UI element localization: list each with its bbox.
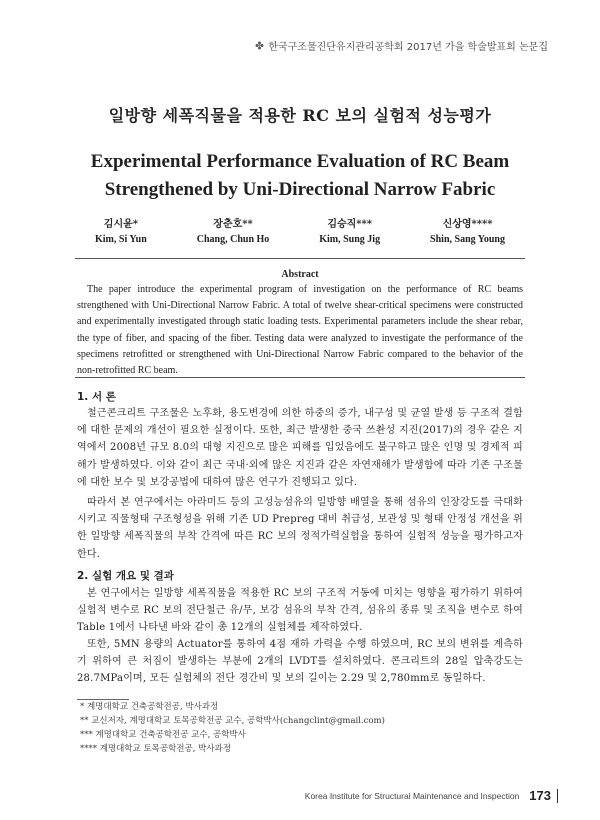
footnote-2: ** 교신저자, 계명대학교 토목공학전공 교수, 공학박사(changclint@gmail.com): [80, 716, 385, 726]
author-1: [95, 217, 147, 247]
page-footer: [305, 789, 558, 803]
section-2-heading: 2. 실험 개요 및 결과: [77, 570, 174, 582]
english-title-line-1: Experimental Performance Evaluation of RC Beam: [90, 151, 510, 172]
footnote-4: **** 계명대학교 토목공학전공, 박사과정: [80, 744, 231, 754]
section-1-paragraph-1: 철근콘크리트 구조물은 노후화, 용도변경에 의한 하중의 증가, 내구성 및 균열 발생 등 구조적 결함에 대한 문제의 개선이 필요한 실정이다. 또한, 최근 발생한 중국 쓰촨성 지진(2017)의 경우 같은 지역에서 2008년 규모 8.0의 대형 지진으로 많은 피해를 입었음에도 불구하고 많은 인명 및 경제적 피해가 발생하였다. 이와 같이 최근 국내·외에 많은 지진과 같은 자연재해가 발생함에 따라 기존 구조물에 대한 보수 및 보강공법에 대하여 많은 연구가 진행되고 있다.: [77, 408, 523, 488]
author-4: [430, 217, 505, 247]
author-list: [95, 217, 505, 247]
section-1-heading: 1. 서 론: [77, 391, 116, 403]
abstract-top-rule: [75, 258, 525, 259]
abstract-bottom-rule: [75, 377, 525, 378]
english-title: [0, 148, 600, 204]
abstract-heading: Abstract: [281, 269, 319, 280]
section-2-paragraph-1: 본 연구에서는 일방향 세폭직물을 적용한 RC 보의 구조적 거동에 미치는 영향을 평가하기 위하여 실험적 변수로 RC 보의 전단철근 유/무, 보강 섬유의 부착 간격, 섬유의 종류 및 조직을 변수로 하여 Table 1에서 나타낸 바와 같이 총 12개의 실험체를 제작하였다.: [77, 588, 523, 634]
abstract-text: The paper introduce the experimental program of investigation on the performance of RC beams strengthened with Uni-Directional Narrow Fabric. A total of twelve shear-critical specimens were constructed and experimentally investigated through static loading tests. Experimental parameters include the shear rebar, the type of fiber, and spacing of the fiber. Testing data were analyzed to investigate the performance of the specimens retrofitted or strengthened with Uni-Directional Narrow Fabric compared to the behavior of the non-retrofitted RC beam.: [77, 284, 523, 377]
author-name-en: Shin, Sang Young: [430, 234, 505, 245]
footnote-1: * 계명대학교 건축공학전공, 박사과정: [80, 702, 219, 712]
section-1-paragraph-2: 따라서 본 연구에서는 아라미드 등의 고성능섬유의 일방향 배열을 통해 섬유의 인장강도를 극대화 시키고 직물형태 구조형성을 위해 기존 UD Prepreg 대비 취급성, 보관성 및 형태 안정성 개선을 위한 일방향 세폭직물의 부착 간격에 따른 RC 보의 정적가력실험을 통하여 실험적 성능을 평가하고자 한다.: [77, 497, 523, 560]
author-name-en: Kim, Sung Jig: [319, 234, 381, 245]
korean-title: 일방향 세폭직물을 적용한 RC 보의 실험적 성능평가: [108, 106, 492, 125]
header-text: 한국구조물진단유지관리공학회 2017년 가을 학술발표회 논문집: [268, 42, 548, 53]
author-name-ko: 신상영****: [442, 219, 493, 230]
author-name-en: Kim, Si Yun: [95, 234, 147, 245]
footnote-3: *** 계명대학교 건축공학전공 교수, 공학박사: [80, 730, 246, 740]
author-name-ko: 장춘호**: [213, 219, 253, 230]
author-name-ko: 김시윤*: [103, 219, 138, 230]
author-3: [319, 217, 380, 247]
author-2: [197, 217, 270, 247]
page-number: 173: [529, 789, 558, 803]
decorative-flower-icon: [255, 41, 264, 50]
section-2-paragraph-2: 또한, 5MN 용량의 Actuator를 통하여 4점 재하 가력을 수행 하였으며, RC 보의 변위를 계측하기 위하여 큰 처짐이 발생하는 부분에 2개의 LVDT를 설치하였다. 콘크리트의 28일 압축강도는 28.7MPa이며, 모든 실험체의 전단 경간비 및 보의 길이는 2.29 및 2,780mm로 동일하다.: [77, 639, 523, 685]
footer-institution: Korea Institute for Structural Maintenance and Inspection: [304, 791, 520, 801]
author-name-ko: 김승직***: [327, 219, 372, 230]
running-header: [255, 38, 548, 53]
author-name-en: Chang, Chun Ho: [196, 234, 270, 245]
english-title-line-2: Strengthened by Uni-Directional Narrow Fabric: [104, 179, 496, 200]
